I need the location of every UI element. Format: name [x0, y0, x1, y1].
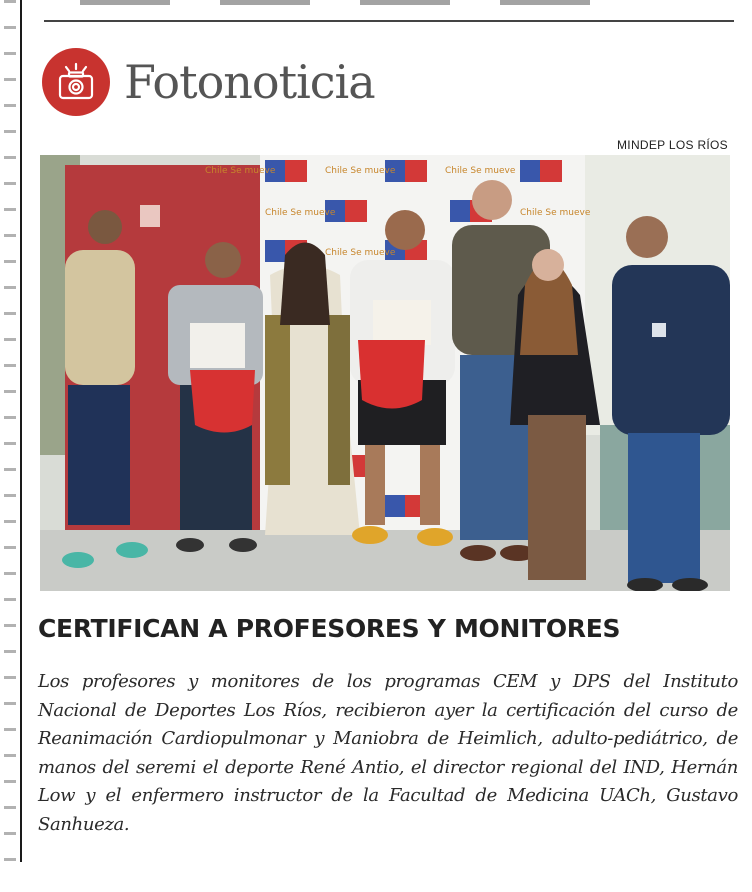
backdrop-logo: Chile Se mueve	[265, 208, 336, 218]
section-header	[42, 46, 375, 118]
news-photo	[40, 155, 730, 591]
previous-article-fragment	[80, 0, 640, 5]
section-title: Fotonoticia	[124, 55, 375, 109]
backdrop-logo: Chile Se mueve	[325, 248, 396, 258]
backdrop-logo: Chile Se mueve	[520, 208, 591, 218]
backdrop-logo: Chile Se mueve	[325, 166, 396, 176]
camera-icon	[42, 48, 110, 116]
article-headline: CERTIFICAN A PROFESORES Y MONITORES	[38, 614, 621, 643]
backdrop-logo: Chile Se mueve	[205, 166, 276, 176]
previous-column-fragment	[4, 0, 16, 862]
photo-credit: MINDEP LOS RÍOS	[617, 138, 728, 152]
article-caption: Los profesores y monitores de los programas CEM y DPS del Instituto Nacional de Deportes Los Ríos, recibieron ayer la certificación del curso de Reanimación Cardiopulmonar y Maniobra de Heimlich, adulto-pediátrico, de manos del seremi el deporte René Antio, el director regional del IND, Hernán Low y el enfermero instructor de la Facultad de Medicina UACh, Gustavo Sanhueza.	[38, 671, 738, 835]
section-top-rule	[44, 20, 734, 22]
backdrop-logo: Chile Se mueve	[445, 166, 516, 176]
column-divider	[20, 0, 22, 862]
